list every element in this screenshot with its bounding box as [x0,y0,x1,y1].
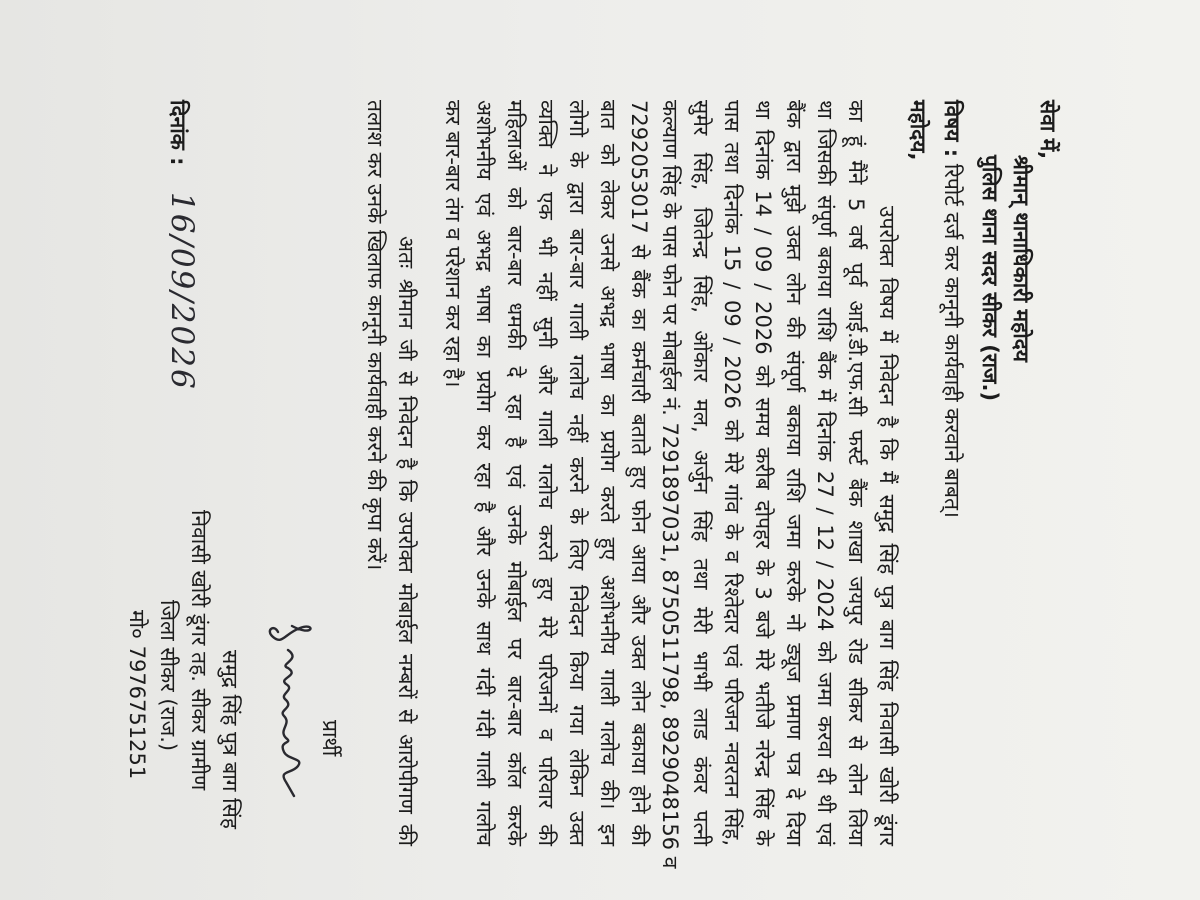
body-line: महिलाओं को बार-बार धमकी दे रहा है एवं उनके मोबाईल पर बार-बार कॉल करके [503,100,527,846]
body-line: 7292053017 से बैंक का कर्मचारी बताते हुए फोन आया और उक्त लोन बकाया होने की [627,100,651,846]
signature [252,620,322,810]
body-line: था जिसकी संपूर्ण बकाया राशि बैंक में दिनांक 27 / 12 / 2024 को जमा करवा दी थी एवं [813,100,837,846]
body-line: पास तथा दिनांक 15 / 09 / 2026 को मेरे गांव के व रिश्तेदार एवं परिजन नवरतन सिंह, [720,100,744,846]
addressee-title: श्रीमान् थानाधिकारी महोदय [1009,155,1033,362]
date-handwritten: 16/09/2026 [164,192,200,391]
body-line: अशोभनीय एवं अभद्र भाषा का प्रयोग कर रहा है और उनके साथ गंदी गंदी गाली गलोच [472,100,496,846]
sender-line: मो० 7976751251 [125,610,149,780]
body-line: व्यक्ति ने एक भी नहीं सुनी और गाली गलोच करते हुए मेरे परिजनों व परिवार की [534,100,558,846]
body-line: था दिनांक 14 / 09 / 2026 को समय करीब दोपहर के 3 बजे मेरे भतीजे नरेन्द्र सिंह के [751,100,775,846]
body-line: बात को लेकर उनसे अभद्र भाषा का प्रयोग करते हुए अशोभनीय गाली गलोच की। इन [596,100,620,846]
body-line: लोगो के द्वारा बार-बार गाली गलोच नहीं करने के लिए निवेदन किया गया लेकिन उक्त [565,100,589,846]
subject [939,100,964,518]
request-line: तलाश कर उनके खिलाफ कानूनी कार्यवाही करने की कृपा करें। [363,100,387,571]
body-line: सुमेर सिंह, जितेन्द्र सिंह, ओंकार मल, अर्जुन सिंह तथा मेरी भाभी लाड कंवर पत्नी [689,100,713,846]
subject-label: विषय : [940,100,964,158]
applicant-label: प्रार्थी [318,720,342,757]
body-line: का हूं मैंने 5 वर्ष पूर्व आई.डी.एफ.सी फर्स्ट बैंक शाखा जयपुर रोड सीकर से लोन लिया [844,100,868,846]
request-line: अतः श्रीमान जी से निवेदन है कि उपरोक्त मोबाईल नम्बरों से आरोपीगण की [394,236,418,846]
body-line: कल्याण सिंह के पास फोन पर मोबाईल नं. 7291897031, 8750511798, 8929048156 व [658,100,682,869]
greeting: महोदय, [906,100,930,161]
signature-stroke [270,626,311,796]
salutation: सेवा में, [1036,100,1060,160]
body-line: उपरोक्त विषय में निवेदन है कि मैं समुद्र सिंह पुत्र बाग सिंह निवासी खोरी डूंगर [875,206,899,846]
date-label: दिनांक : [166,100,190,166]
sender-line: जिला सीकर (राज.) [156,600,180,752]
sender-line: समुद्र सिंह पुत्र बाग सिंह [218,650,242,829]
subject-text: रिपोर्ट दर्ज कर कानूनी कार्यवाही करवाने बाबत्। [940,163,964,518]
addressee-station: पुलिस थाना सदर सीकर (राज.) [978,155,1002,402]
body-line: कर बार-बार तंग व परेशान कर रहा है। [441,100,465,388]
sender-line: निवासी खोरी डूंगर तह. सीकर ग्रामीण [187,510,211,791]
body-line: बैंक द्वारा मुझे उक्त लोन की संपूर्ण बकाया राशि जमा करके नो ड्यूज प्रमाण पत्र दे दिया [782,100,806,846]
